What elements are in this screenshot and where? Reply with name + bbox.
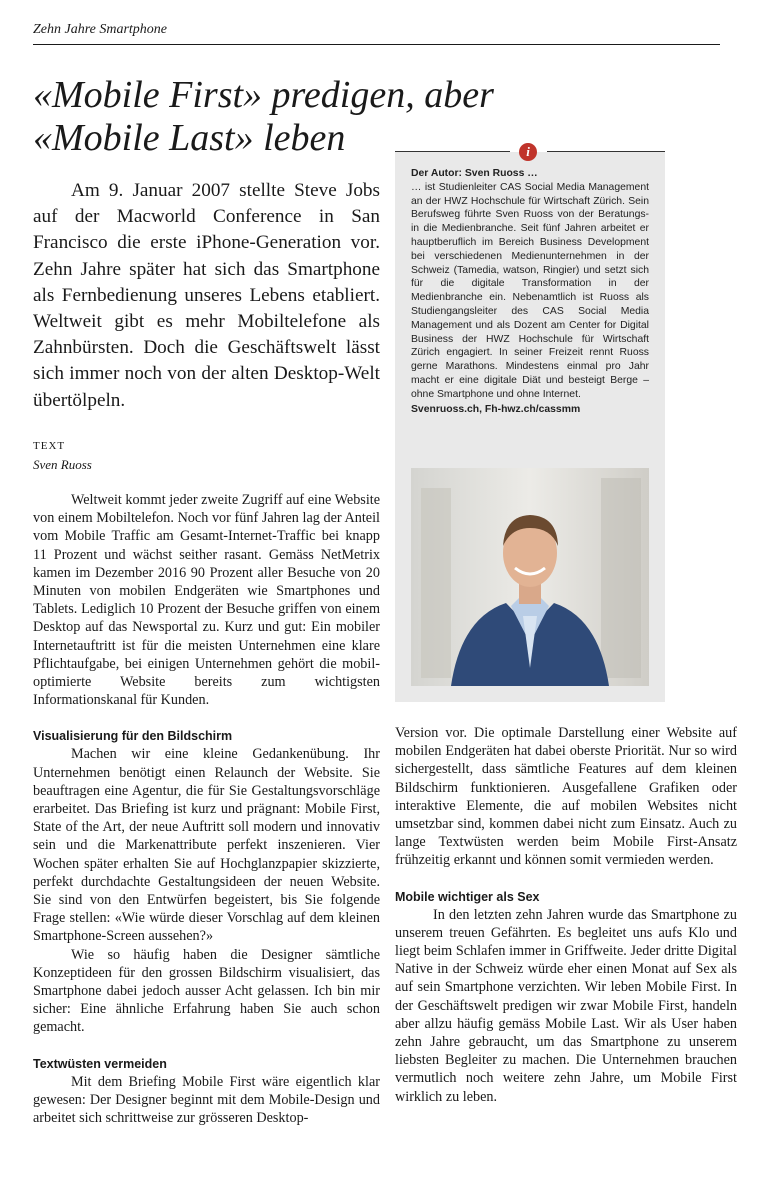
- title-line-1: «Mobile First» predigen, aber: [33, 74, 494, 116]
- author-links[interactable]: Svenruoss.ch, Fh-hwz.ch/cassmm: [411, 403, 581, 415]
- body-paragraph: Mit dem Briefing Mobile First wäre eigentlich klar gewesen: Der Designer beginnt mit dem Mobile-Design und arbeitet sich schrittweise zur grösseren Desktop-: [33, 1073, 380, 1127]
- author-credit: Sven Ruoss: [33, 457, 92, 472]
- column-right: [395, 724, 737, 1106]
- author-photo: [411, 468, 649, 686]
- body-paragraph: Machen wir eine kleine Gedankenübung. Ihr Unternehmen benötigt einen Relaunch der Website. Sie beauftragen eine Agentur, die für Sie Gestaltungsvorschläge erarbeitet. Das Briefing ist kurz und prägnant: Mobile First, State of the Art, der neue Auftritt soll modern und innovativ sein und die Markenattribute perfekt inszenieren. Vier Wochen später erhalten Sie auf Hochglanzpapier skizzierte, perfekt durchdachte Gestaltungsideen der neuen Website. Sie sind von den Entwürfen begeistert, bis Sie folgende Frage stellen: «Wie würde dieser Vorschlag auf dem kleinen Smartphone-Screen aussehen?»: [33, 746, 380, 945]
- body-paragraph: Version vor. Die optimale Darstellung einer Website auf mobilen Endgeräten hat dabei oberste Priorität. Nur so wird sichergestellt, dass sämtliche Features auf dem kleinen Bildschirm funktionieren. Ausgefallene Grafiken oder interaktive Elemente, die auf mobilen Websites nicht umsetzbar sind, kommen dabei nicht zum Einsatz. Auch zu lange Textwüsten werden beim Mobile First-Ansatz frühzeitig erkannt und können somit vermieden werden.: [395, 725, 737, 869]
- author-info-text: [411, 167, 649, 416]
- running-head: Zehn Jahre Smartphone: [33, 22, 168, 37]
- column-left: [33, 491, 380, 1127]
- info-box-rule-right: [547, 151, 665, 152]
- info-icon: i: [519, 143, 537, 161]
- lead-paragraph: Am 9. Januar 2007 stellte Steve Jobs auf der Macworld Conference in San Francisco die erste iPhone-Generation vor. Zehn Jahre später hat sich das Smartphone als Fernbedienung unseres Lebens etabliert. Weltweit gibt es mehr Mobiltelefone als Zahnbürsten. Doch die Geschäftswelt lässt sich immer noch von der alten Desktop-Welt übertölpeln.: [33, 180, 380, 411]
- body-paragraph: Wie so häufig haben die Designer sämtliche Konzeptideen für den grossen Bildschirm visualisiert, das Smartphone dabei jedoch ausser Acht gelassen. Ich bin mir sicher: Eine ähnliche Erfahrung haben Sie auch schon gemacht.: [33, 946, 380, 1036]
- credit-label: TEXT: [33, 440, 66, 452]
- body-paragraph: Weltweit kommt jeder zweite Zugriff auf eine Website von einem Mobiltelefon. Noch vor fünf Jahren lag der Anteil vom Mobile Traffic am Gesamt-Internet-Traffic bei knapp 11 Prozent und wächst seither rasant. Gemäss NetMetrix kamen im Dezember 2016 90 Prozent aller Besuche von 20 Minuten von mobilen Endgeräten wie Smartphones und Tablets. Lediglich 10 Prozent der Besuche griffen von einem Desktop auf das Newsportal zu. Kurz und gut: Ein mobiler Internetauftritt ist für die meisten Unternehmen eine klare Pflichtaufgabe, bei einigen Unternehmen gehört die mobil-optimierte Website bereits zum wichtigsten Informationskanal für Kunden.: [33, 492, 380, 709]
- subheading-mobile-sex: Mobile wichtiger als Sex: [395, 889, 540, 904]
- body-paragraph: In den letzten zehn Jahren wurde das Smartphone zu unserem treuen Gefährten. Es begleitet uns aufs Klo und liegt beim Schlafen immer in Griffweite. Jeder dritte Digital Native in der Schweiz würde eher einen Monat auf Sex als auf sein Smartphone verzichten. Wir leben Mobile First. In der Geschäftswelt predigen wir zwar Mobile First, handeln aber allzu häufig gemäss Mobile Last. Wir als User haben zehn Jahre gebraucht, um das Smartphone zu unserem liebsten Begleiter zu machen. Die Unternehmen brauchen vermutlich noch weitere zehn Jahre, um Mobile First wirklich zu leben.: [395, 906, 737, 1105]
- info-box-rule-left: [395, 151, 510, 152]
- author-info-heading: Der Autor: Sven Ruoss …: [411, 168, 538, 179]
- header-rule: [33, 44, 720, 45]
- author-info-body: … ist Studienleiter CAS Social Media Management an der HWZ Hochschule für Wirtschaft Zürich. Sein Berufsweg führte Sven Ruoss von der Beratungs- in die Medienbranche. Seit fünf Jahren arbeitet er hauptberuflich im Bereich Business Development bei verschiedenen Medienunternehmen in der Schweiz (Tamedia, watson, Ringier) und setzt sich für die digitale Transformation in der Medienbranche ein. Nebenamtlich ist Ruoss als Studiengangsleiter des CAS Social Media Management und als Dozent am Center for Digital Business der HWZ Hochschule für Wirtschaft Zürich engagiert. In seiner Freizeit rennt Ruoss gerne Marathons. Mindestens einmal pro Jahr macht er eine digitale Diät und besteigt Berge – ohne Smartphone und ohne Internet.: [411, 181, 649, 400]
- title-line-2: «Mobile Last» leben: [33, 117, 346, 159]
- subheading-textwuesten: Textwüsten vermeiden: [33, 1056, 167, 1071]
- article-title: [33, 74, 593, 160]
- subheading-visualisierung: Visualisierung für den Bildschirm: [33, 729, 233, 744]
